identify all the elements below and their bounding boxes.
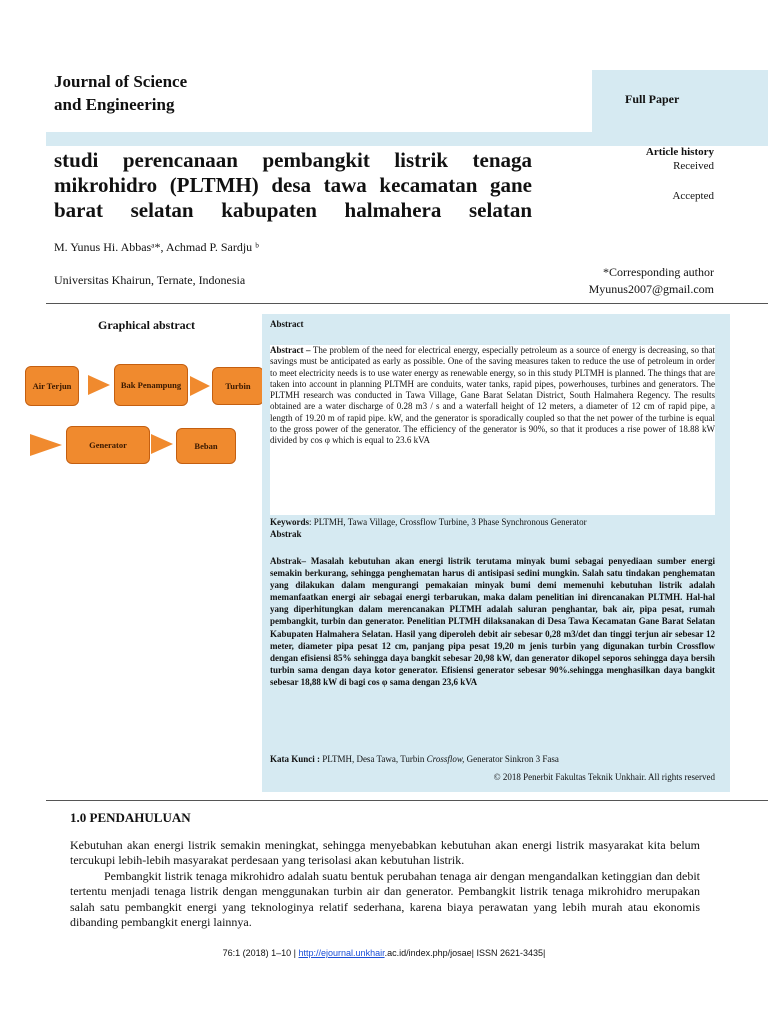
divider-top xyxy=(46,303,768,304)
corresponding-author-email[interactable]: Myunus2007@gmail.com xyxy=(588,282,714,296)
arrow-2 xyxy=(190,376,210,396)
paper-title: studi perencanaan pembangkit listrik tenaga mikrohidro (PLTMH) desa tawa kecamatan gane barat selatan kabupaten halmahera selatan xyxy=(54,148,532,222)
abstract-text xyxy=(270,345,715,515)
node-beban: Beban xyxy=(176,428,236,464)
node-generator: Generator xyxy=(66,426,150,464)
footer-suffix: .ac.id/index.php/josae| ISSN 2621-3435| xyxy=(384,948,546,958)
footer-prefix: 76:1 (2018) 1–10 | xyxy=(222,948,299,958)
article-history-heading: Article history xyxy=(645,146,714,158)
keywords-line xyxy=(270,517,715,527)
kata-kunci-part-a: PLTMH, Desa Tawa, Turbin xyxy=(320,754,427,764)
node-air-terjun: Air Terjun xyxy=(25,366,79,406)
affiliation: Universitas Khairun, Ternate, Indonesia xyxy=(54,273,246,287)
arrow-1 xyxy=(88,375,110,395)
corresponding-author-label: *Corresponding author xyxy=(603,265,714,279)
divider-bottom xyxy=(46,800,768,801)
journal-title-line2: and Engineering xyxy=(54,95,175,114)
kata-kunci-italic: Crossflow, xyxy=(426,754,465,764)
copyright: © 2018 Penerbit Fakultas Teknik Unkhair. All rights reserved xyxy=(493,772,715,782)
section-heading: 1.0 PENDAHULUAN xyxy=(70,810,191,825)
abstrak-label: Abstrak xyxy=(270,529,302,539)
intro-body xyxy=(70,838,700,930)
intro-paragraph-2: Pembangkit listrik tenaga mikrohidro adalah suatu bentuk perubahan tenaga air dengan mengandalkan ketinggian dan debit tertentu menjadi tenaga listrik dengan menggunakan turbin air dan generator. Pembangkit listrik tenaga mikrohidro merupakan salah satu pembangkit energi yang teknologinya relatif sederhana, karena biaya perawatan yang lebih murah atau ekonomis dibanding pembangkit energi lainnya. xyxy=(70,868,700,930)
node-bak-penampung: Bak Penampung xyxy=(114,364,188,406)
article-history-accepted: Accepted xyxy=(672,190,714,202)
article-history-received: Received xyxy=(673,160,714,172)
graphical-abstract-title: Graphical abstract xyxy=(98,318,195,332)
kata-kunci-part-b: Generator Sinkron 3 Fasa xyxy=(464,754,559,764)
abstract-label: Abstract xyxy=(270,319,304,329)
abstract-lead: Abstract – xyxy=(270,345,311,355)
abstrak-text: Abstrak– Masalah kebutuhan akan energi listrik terutama minyak bumi sebagai penyediaan sumber energi semakin berkurang, sehingga penghematan harus di antisipasi sedini mungkin. Salah satu tindakan penghematan yang dilakukan dalam mengurangi pemakaian minyak bumi demi memenuhi kebutuhan listrik adalah memanfaatkan energi air sebagai energi terbarukan, maka dalam penelitian ini direncanakan PLTMH. Hal-hal yang diperhitungkan dalam merencanakan PLTMH adalah saluran penghantar, bak air, pipa pesat, rumah pembangkit, turbin dan generator. Penelitian PLTMH dilaksanakan di Desa Tawa Kecamatan Gane Barat Selatan Kabupaten Halmahera Selatan. Hasil yang diperoleh debit air sebesar 0,28 m3/det dan tinggi terjun air sebesar 12 meter, diameter pipa pesat 12 cm, panjang pipa pesat 19,20 m jenis turbin yang digunakan turbin Crossflow dengan efisiensi 85% sehingga daya bangkit sebesar 20,98 kW, dan generator dikopel seporos sehingga daya bersih turbin sama dengan daya kotor generator. Efisiensi generator sebesar 90%.sehingga menghasilkan daya bangkit sebesar 18,88 kW di bagi cos φ sama dengan 23,6 kVA xyxy=(270,556,715,687)
paper-type-label: Full Paper xyxy=(625,92,680,106)
journal-title-line1: Journal of Science xyxy=(54,72,188,91)
journal-title xyxy=(54,70,187,116)
kata-kunci-label: Kata Kunci : xyxy=(270,754,321,764)
header-band xyxy=(46,132,768,146)
footer-link[interactable]: http://ejournal.unkhair xyxy=(298,948,385,958)
page-footer xyxy=(0,948,768,958)
intro-paragraph-1: Kebutuhan akan energi listrik semakin meningkat, sehingga menyebabkan kebutuhan akan energi listrik masyarakat kita belum tercukupi lebih-lebih masyarakat perdesaan yang terisolasi akan kebutuhan listrik. xyxy=(70,838,700,868)
abstract-body: The problem of the need for electrical energy, especially petroleum as a source of energy is decreasing, so that savings must be anticipated as early as possible. One of the saving measures taken to reduce the use of petroleum in order to meet electricity needs is to use water energy as renewable energy, so in this study PLTMH is planned. The things that are taken into account in planning PLTMH are conduits, water tanks, rapid pipes, powerhouses, turbines and generators. The PLTMH research was conducted in Tawa Village, Gane Barat Selatan District, South Halmahera Regency. The results obtained are a water discharge of 0.28 m3 / s and a waterfall height of 12 meters, a diameter of 12 cm of rapid pipe, a length of 19.20 m of rapid pipe. kW, and the generator is sporadically coupled so that the net power of the turbine is equal to the gross power of the generator. The efficiency of the generator is 90%, so that it produces a rise power of 18.88 kW divided by cos φ which is equal to 23.6 kVA xyxy=(270,345,715,446)
paper-type-box xyxy=(592,70,768,132)
arrow-3 xyxy=(30,434,62,456)
arrow-4 xyxy=(151,434,173,454)
authors: M. Yunus Hi. Abbasᵃ*, Achmad P. Sardju ᵇ xyxy=(54,240,259,254)
node-turbin: Turbin xyxy=(212,367,264,405)
keywords-value: : PLTMH, Tawa Village, Crossflow Turbine, 3 Phase Synchronous Generator xyxy=(309,517,587,527)
keywords-label: Keywords xyxy=(270,517,309,527)
kata-kunci-line xyxy=(270,754,715,764)
